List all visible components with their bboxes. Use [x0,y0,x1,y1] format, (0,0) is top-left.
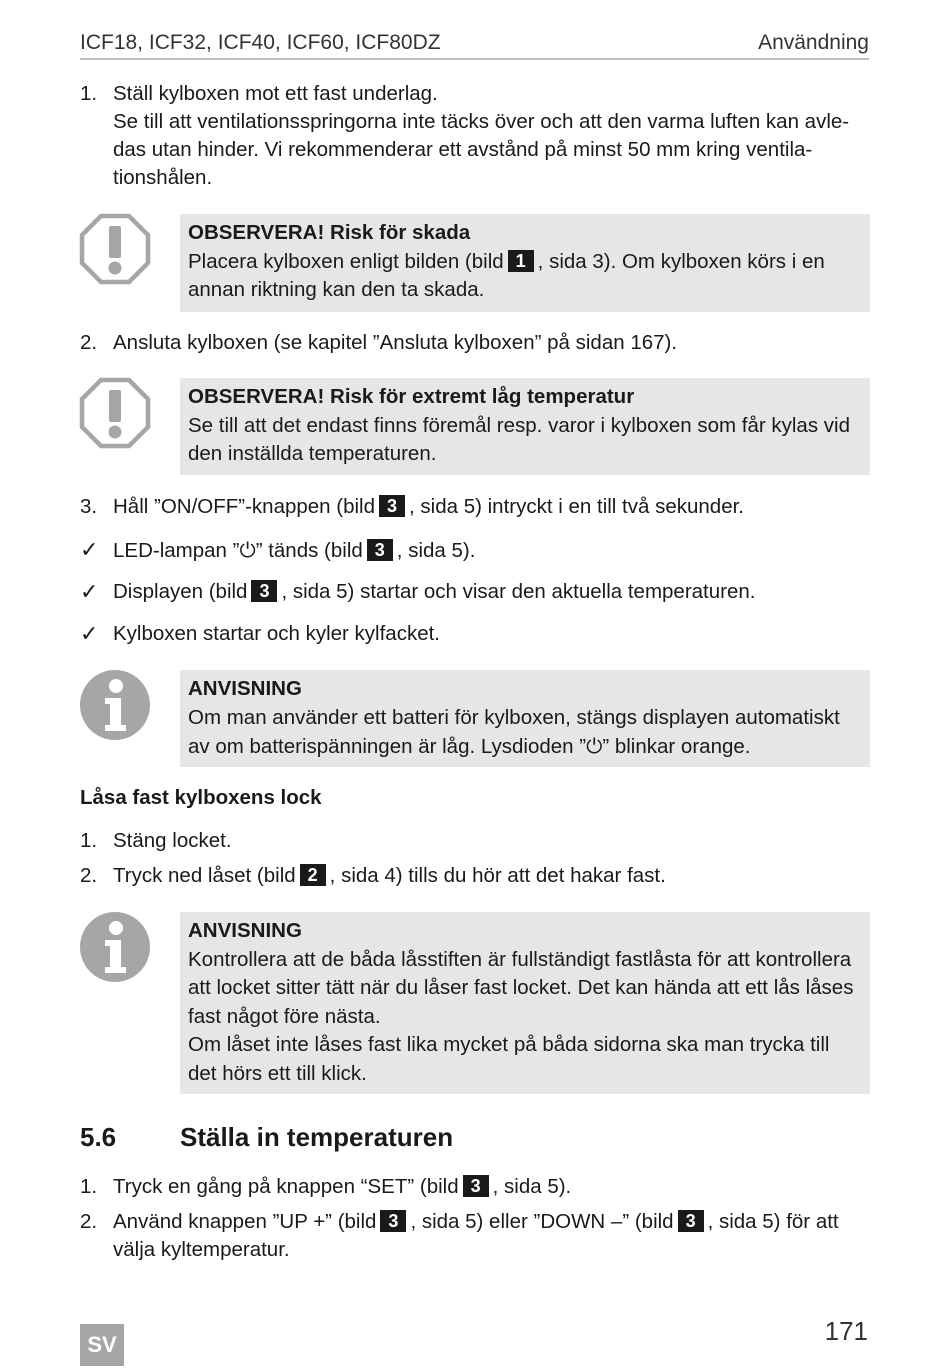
step-number: 2. [80,864,98,887]
step-number: 1. [80,82,98,105]
lock-heading: Låsa fast kylboxens lock [80,786,322,809]
notice-text: Kontrollera att de båda låsstiften är fullständigt fastlåsta för att kontrollera att locket sitter tätt när du låser fast locket. Det kan hända att ett lås låses fast något före nästa. [188,947,854,1028]
step-number: 3. [80,495,98,518]
step-text: Ansluta kylboxen (se kapitel ”Ansluta kylboxen” på sidan 167). [113,331,678,354]
notice-text: Om låset inte låses fast lika mycket på båda sidorna ska man trycka till det hörs ett till klick. [188,1033,830,1085]
info-icon [79,911,151,983]
notice-title: OBSERVERA! Risk för extremt låg temperatur [188,385,635,408]
figure-ref: 1 [508,250,534,272]
header-section: Användning [758,31,869,54]
result-text: Kylboxen startar och kyler kylfacket. [113,622,440,645]
step-number: 2. [80,331,98,354]
step-text: Ställ kylboxen mot ett fast underlag. [113,82,438,105]
header-models: ICF18, ICF32, ICF40, ICF60, ICF80DZ [80,31,441,54]
notice-text: Om man använder ett batteri för kylboxen, stängs displayen automatiskt av om batterispänningen är låg. Lysdioden ”⏻” blinkar orange. [188,705,840,758]
step-2 [80,329,870,357]
power-icon: ⏻ [239,538,256,562]
step-detail: Se till att ventilationsspringorna inte täcks över och att den varma luften kan avle-das utan hinder. Vi rekommenderar ett avstånd på minst 50 mm kring ventila-tionshålen. [113,110,850,189]
notice-low-temperature [180,378,870,475]
notice-text: Se till att det endast finns föremål resp. varor i kylboxen som får kylas vid den inställda temperaturen. [188,413,850,465]
temp-step-2: 2. Använd knappen ”UP +” (bild 3 , sida 5) eller ”DOWN –” (bild 3 , sida 5) för att välja kyltemperatur. [80,1210,839,1261]
power-icon: ⏻ [586,734,603,758]
page-header [80,28,869,60]
step-number: 2. [80,1210,98,1233]
check-icon: ✓ [80,579,99,604]
notice-battery [180,670,870,767]
step-3: 3. Håll ”ON/OFF”-knappen (bild 3 , sida 5) intryckt i en till två sekunder. [80,493,870,521]
figure-ref: 3 [678,1210,704,1232]
figure-ref: 3 [463,1175,489,1197]
section-heading [80,1122,453,1153]
lock-step-2: 2. Tryck ned låset (bild 2 , sida 4) tills du hör att det hakar fast. [80,862,870,890]
lock-step-1 [80,827,870,855]
step-number: 1. [80,829,98,852]
section-number: 5.6 [80,1122,117,1152]
check-icon: ✓ [80,537,99,562]
step-text: Stäng locket. [113,829,232,852]
figure-ref: 2 [300,864,326,886]
check-icon: ✓ [80,621,99,646]
figure-ref: 3 [379,495,405,517]
notice-lock-pins [180,912,870,1094]
figure-ref: 3 [251,580,277,602]
step-1 [80,80,870,192]
language-badge: SV [80,1324,124,1366]
result-cooling [80,620,870,648]
figure-ref: 3 [380,1210,406,1232]
notice-title: ANVISNING [188,677,302,700]
warning-octagon-icon [79,377,151,449]
notice-text: Placera kylboxen enligt bilden (bild 1 , sida 3). Om kylboxen körs i en annan riktning kan den ta skada. [188,249,825,301]
info-icon [79,669,151,741]
result-led: ✓ LED-lampan ”⏻” tänds (bild 3 , sida 5). [80,537,476,562]
step-number: 1. [80,1175,98,1198]
temp-step-1: 1. Tryck en gång på knappen “SET” (bild 3 , sida 5). [80,1173,870,1201]
figure-ref: 3 [367,539,393,561]
warning-octagon-icon [79,213,151,285]
page-number: 171 [824,1316,868,1346]
result-display: ✓ Displayen (bild 3 , sida 5) startar och visar den aktuella temperaturen. [80,579,756,604]
notice-damage [180,214,870,312]
section-title: Ställa in temperaturen [180,1122,454,1152]
notice-title: OBSERVERA! Risk för skada [188,221,471,244]
notice-title: ANVISNING [188,919,302,942]
